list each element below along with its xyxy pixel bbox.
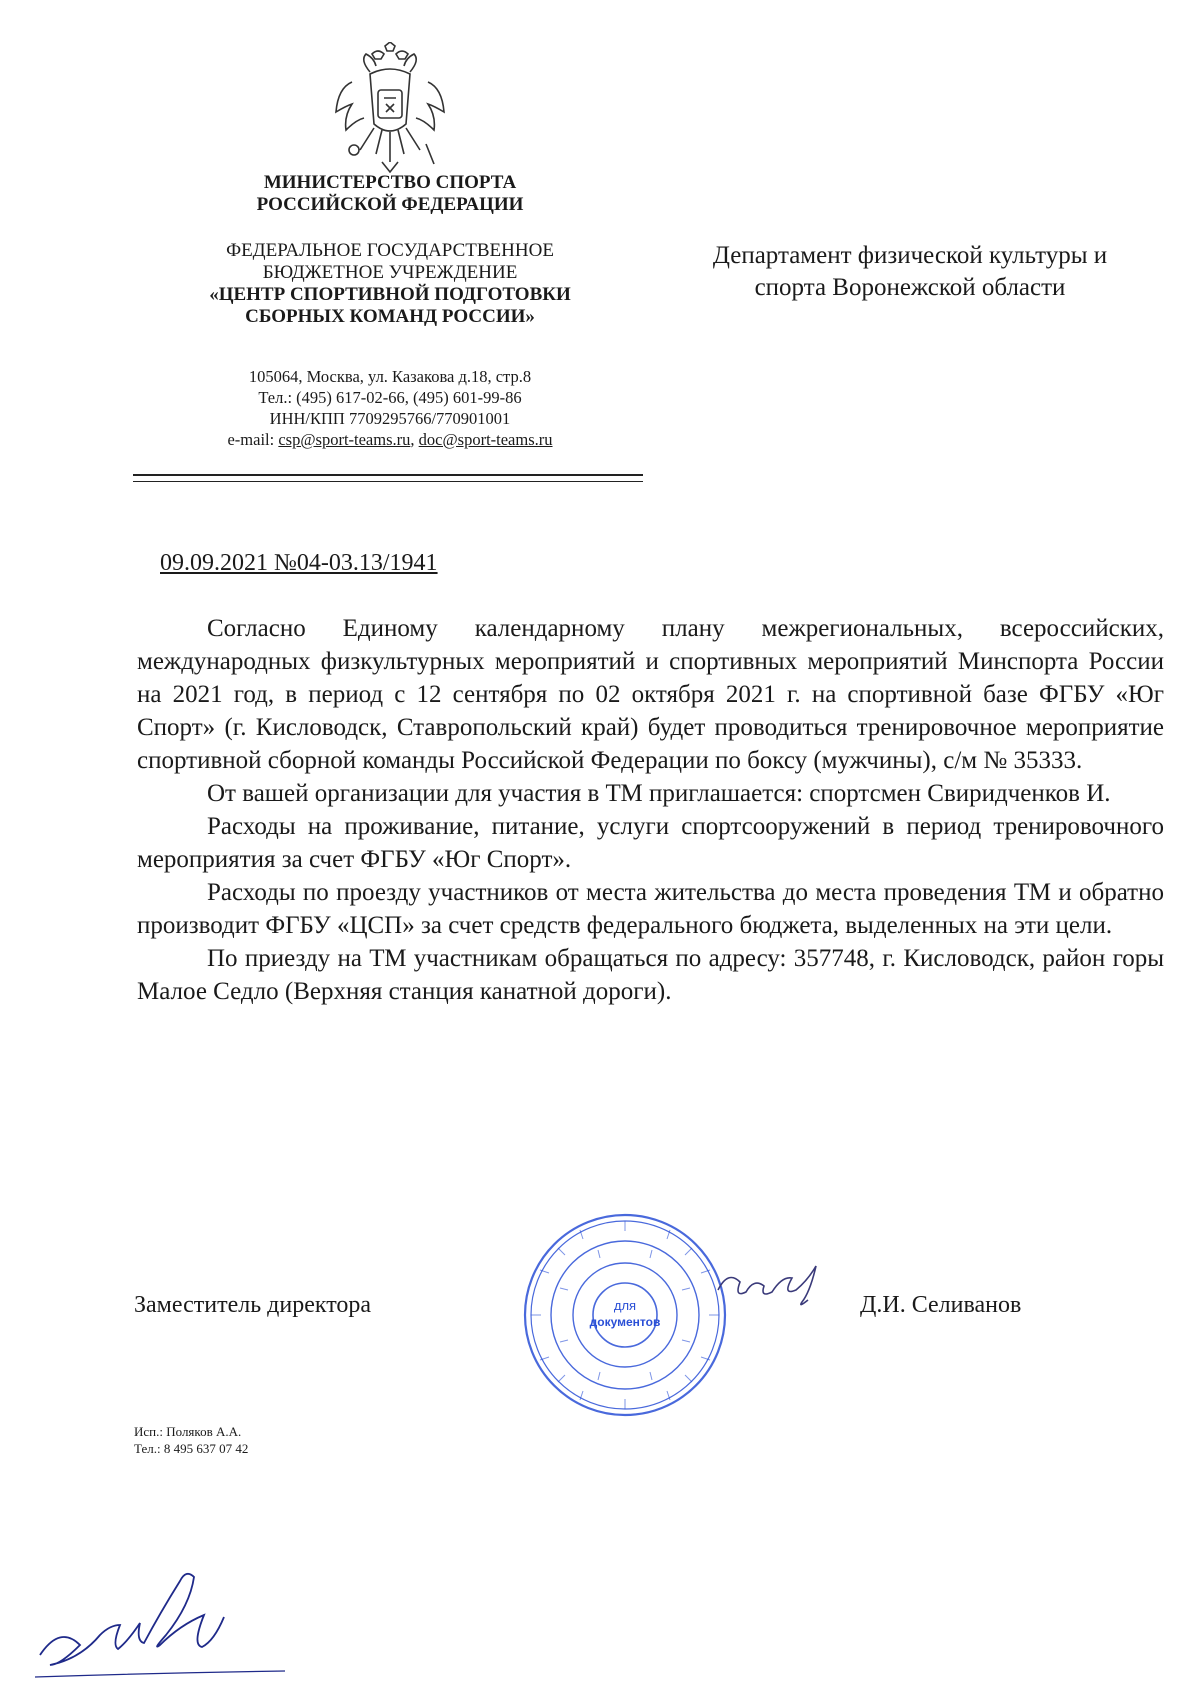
addressee-line-2: спорта Воронежской области — [754, 274, 1066, 301]
email-link-2[interactable]: doc@sport-teams.ru — [418, 430, 553, 449]
email-separator: , — [410, 430, 419, 449]
institution-line-3: «ЦЕНТР СПОРТИВНОЙ ПОДГОТОВКИ — [209, 284, 571, 305]
document-reference: 09.09.2021 №04-03.13/1941 — [160, 550, 438, 576]
director-signature — [710, 1250, 840, 1320]
stamp-text-line-1: для — [613, 1298, 637, 1313]
contact-details — [150, 366, 630, 450]
official-stamp — [520, 1210, 730, 1420]
letterhead-divider-thick — [133, 474, 643, 476]
institution-name — [130, 240, 650, 328]
ministry-line-1: МИНИСТЕРСТВО СПОРТА — [263, 172, 517, 193]
phone: Тел.: (495) 617-02-66, (495) 601-99-86 — [258, 388, 522, 407]
signatory-name: Д.И. Селиванов — [860, 1292, 1022, 1318]
body-paragraph-5: По приезду на ТМ участникам обращаться по адресу: 357748, г. Кисловодск, район горы Малое Седло (Верхняя станция канатной дороги). — [137, 945, 1164, 1005]
ministry-name — [180, 172, 600, 216]
body-paragraph-3: Расходы на проживание, питание, услуги спортсооружений в период тренировочного мероприятия за счет ФГБУ «Юг Спорт». — [137, 813, 1164, 873]
body-paragraph-2: От вашей организации для участия в ТМ приглашается: спортсмен Свиридченков И. — [207, 780, 1111, 807]
institution-line-2: БЮДЖЕТНОЕ УЧРЕЖДЕНИЕ — [262, 262, 518, 283]
ministry-line-2: РОССИЙСКОЙ ФЕДЕРАЦИИ — [256, 194, 524, 215]
executor-info — [134, 1423, 248, 1457]
address: 105064, Москва, ул. Казакова д.18, стр.8 — [248, 367, 532, 386]
signatory-title: Заместитель директора — [134, 1292, 372, 1318]
institution-line-4: СБОРНЫХ КОМАНД РОССИИ» — [245, 306, 535, 327]
addressee-line-1: Департамент физической культуры и — [712, 242, 1108, 269]
email-prefix: e-mail: — [227, 430, 279, 449]
body-paragraph-4: Расходы по проезду участников от места жительства до места проведения ТМ и обратно производит ФГБУ «ЦСП» за счет средств федерального бюджета, выделенных на эти цели. — [137, 879, 1164, 939]
letterhead-divider-thin — [133, 481, 643, 482]
approval-signature — [30, 1565, 300, 1685]
russian-coat-of-arms-icon — [330, 42, 450, 177]
executor-phone: Тел.: 8 495 637 07 42 — [134, 1441, 249, 1456]
executor-name: Исп.: Поляков А.А. — [134, 1424, 242, 1439]
addressee — [660, 240, 1160, 304]
email-line — [150, 429, 630, 450]
stamp-text-line-2: документов — [589, 1315, 661, 1329]
body-paragraph-1: Согласно Единому календарному плану межрегиональных, всероссийских, международных физкультурных мероприятий и спортивных мероприятий Минспорта России на 2021 год, в период с 12 сентября по 02 октября 2021 г. на спортивной базе ФГБУ «Юг Спорт» (г. Кисловодск, Ставропольский край) будет проводиться тренировочное мероприятие спортивной сборной команды Российской Федерации по боксу (мужчины), с/м № 35333. — [137, 615, 1164, 774]
letter-body — [137, 612, 1164, 1008]
email-link-1[interactable]: csp@sport-teams.ru — [278, 430, 411, 449]
inn-kpp: ИНН/КПП 7709295766/770901001 — [269, 409, 511, 428]
institution-line-1: ФЕДЕРАЛЬНОЕ ГОСУДАРСТВЕННОЕ — [226, 240, 554, 261]
